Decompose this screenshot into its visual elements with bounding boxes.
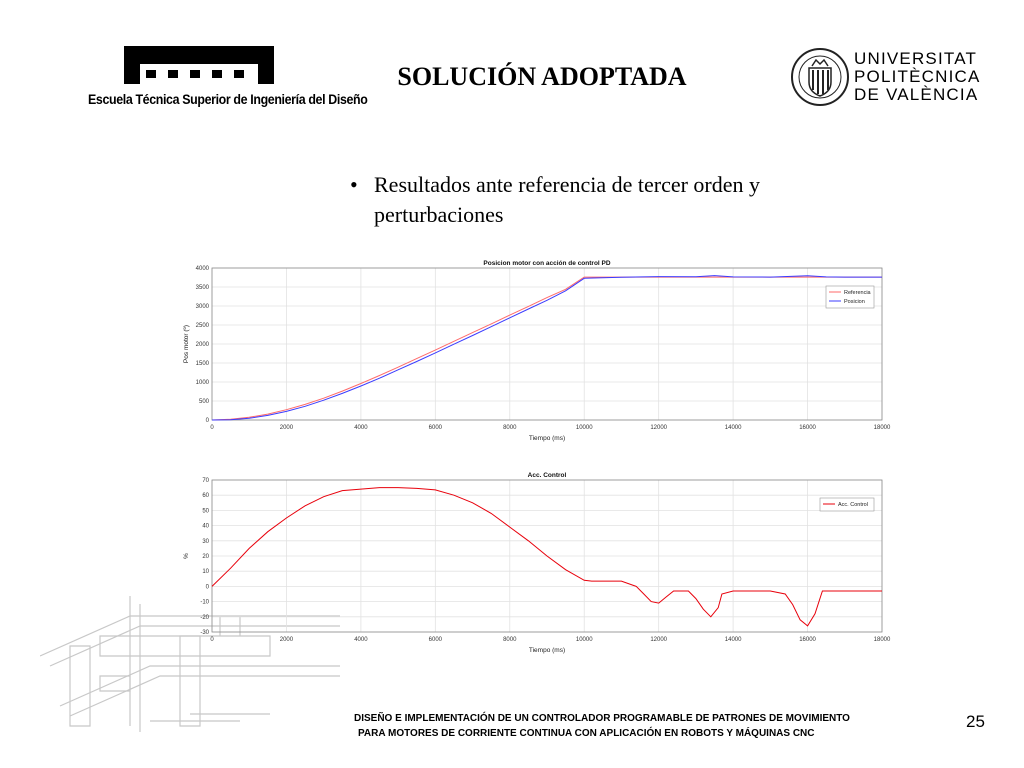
upv-logo (790, 46, 980, 108)
x-tick-label: 10000 (575, 637, 593, 643)
x-tick-label: 12000 (650, 425, 668, 431)
chart-title: Posicion motor con acción de control PD (483, 260, 611, 267)
x-tick-label: 6000 (428, 637, 443, 643)
x-tick-label: 18000 (873, 637, 891, 643)
bullet-text: Resultados ante referencia de tercer orden y perturbaciones (374, 172, 761, 227)
y-tick-label: 500 (198, 399, 209, 405)
series-line-acc-control (212, 488, 882, 626)
y-tick-label: 50 (202, 508, 209, 515)
y-tick-label: 4000 (195, 266, 209, 272)
x-tick-label: 18000 (873, 425, 891, 431)
y-tick-label: 3500 (195, 285, 209, 291)
university-line-1: UNIVERSITAT (854, 49, 978, 68)
x-axis-label: Tiempo (ms) (528, 435, 566, 442)
y-tick-label: 60 (202, 493, 209, 500)
x-tick-label: 2000 (279, 637, 294, 643)
x-tick-label: 8000 (503, 425, 517, 431)
x-tick-label: 14000 (724, 637, 742, 643)
chart-title: Acc. Control (527, 472, 567, 479)
y-tick-label: -20 (200, 614, 209, 621)
y-tick-label: 40 (202, 523, 209, 530)
x-axis-label: Tiempo (ms) (528, 647, 566, 654)
school-name: Escuela Técnica Superior de Ingeniería del Diseño (88, 92, 368, 107)
x-tick-label: 0 (210, 425, 214, 431)
y-tick-label: 1000 (195, 380, 209, 386)
slide-number: 25 (966, 712, 985, 731)
y-tick-label: 2500 (195, 323, 209, 329)
y-tick-label: -10 (200, 599, 209, 606)
position-chart (170, 254, 900, 444)
legend-label: Posicion (844, 299, 865, 305)
series-line-referencia (212, 277, 882, 420)
x-tick-label: 0 (210, 637, 214, 643)
page-title: SOLUCIÓN ADOPTADA (397, 62, 687, 91)
y-tick-label: 0 (205, 418, 209, 424)
x-tick-label: 14000 (724, 425, 742, 431)
etsid-logo-mark (124, 46, 274, 84)
legend-label: Referencia (844, 290, 871, 296)
y-tick-label: 3000 (195, 304, 209, 310)
footer-line-2: PARA MOTORES DE CORRIENTE CONTINUA CON APLICACIÓN EN ROBOTS Y MÁQUINAS CNC (358, 728, 815, 739)
x-tick-label: 10000 (575, 425, 593, 431)
x-tick-label: 4000 (354, 425, 368, 431)
control-action-chart (170, 466, 900, 656)
y-tick-label: 1500 (195, 361, 209, 367)
x-tick-label: 2000 (279, 425, 294, 431)
y-tick-label: 2000 (195, 342, 209, 348)
legend-label: Acc. Control (838, 502, 868, 508)
y-tick-label: 30 (202, 538, 209, 545)
x-tick-label: 16000 (799, 637, 816, 643)
x-tick-label: 16000 (799, 425, 816, 431)
university-line-3: DE VALÈNCIA (854, 85, 979, 104)
y-tick-label: -30 (200, 630, 209, 636)
y-tick-label: 0 (205, 584, 209, 591)
bullet-symbol: • (350, 172, 358, 197)
y-tick-label: 10 (202, 569, 209, 576)
university-line-2: POLITÈCNICA (854, 67, 981, 86)
footer-line-1: DISEÑO E IMPLEMENTACIÓN DE UN CONTROLADOR PROGRAMABLE DE PATRONES DE MOVIMIENTO (354, 713, 850, 724)
etsid-logo (88, 46, 368, 112)
university-name (854, 50, 981, 104)
upv-seal-icon (790, 46, 850, 108)
x-tick-label: 4000 (354, 637, 368, 643)
x-tick-label: 12000 (650, 637, 668, 643)
y-axis-label: % (183, 553, 190, 559)
y-tick-label: 70 (202, 478, 209, 484)
y-axis-label: Pos motor (º) (183, 324, 190, 364)
y-tick-label: 20 (202, 554, 209, 560)
x-tick-label: 6000 (428, 425, 443, 431)
x-tick-label: 8000 (503, 637, 517, 643)
